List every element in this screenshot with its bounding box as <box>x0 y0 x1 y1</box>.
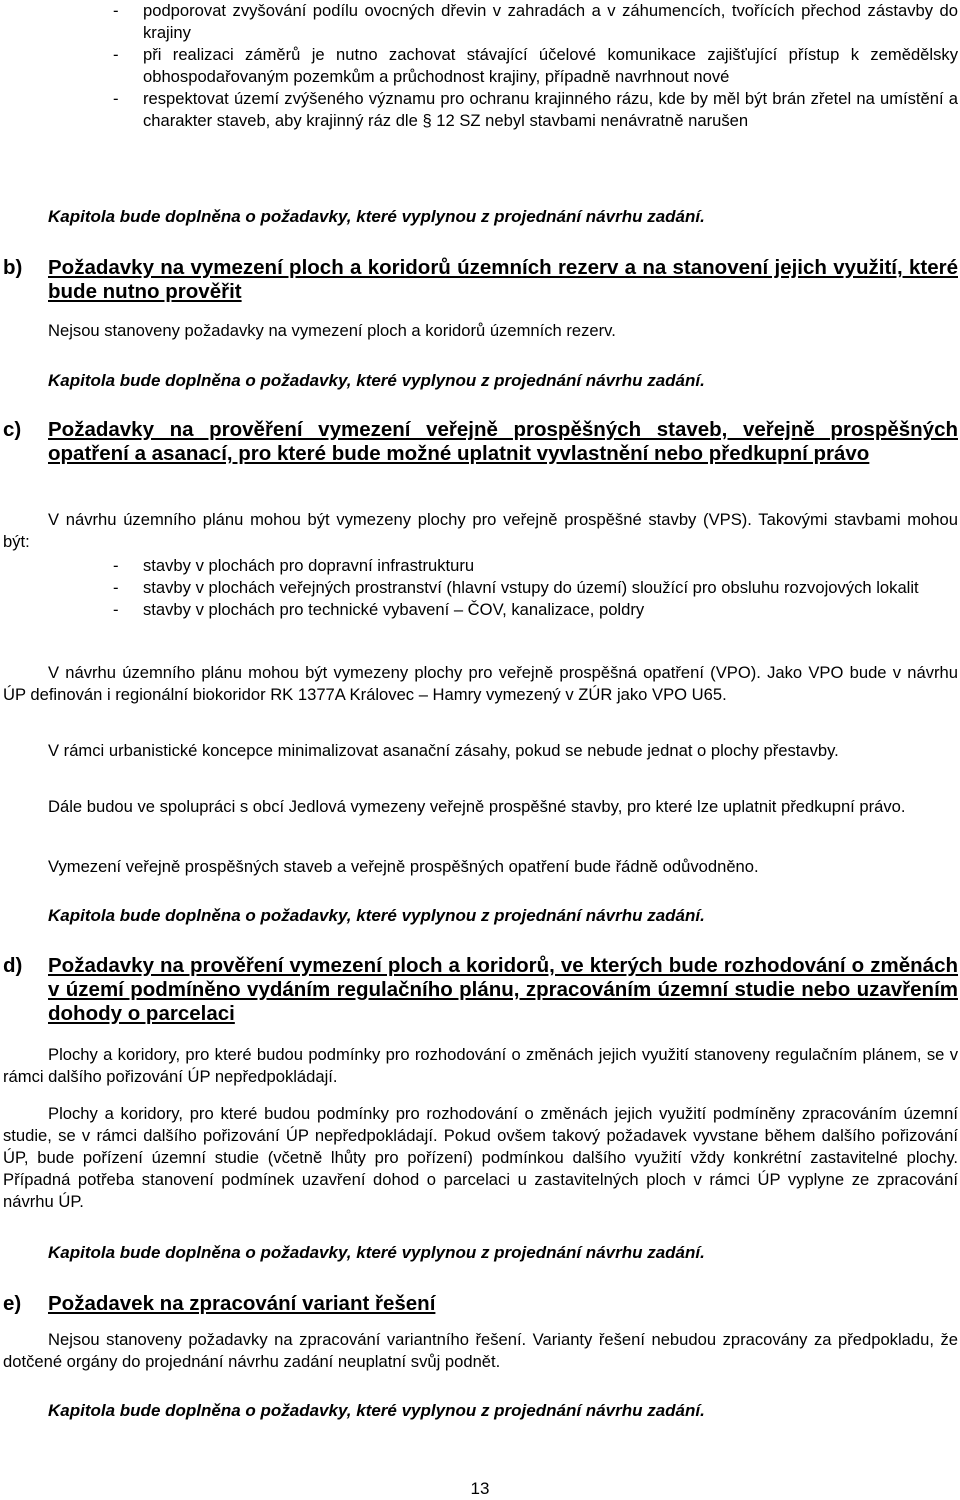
section-d-paragraph: Plochy a koridory, pro které budou podmínky pro rozhodování o změnách jejich využití stanoveny regulačním plánem, se v rámci dalšího pořizování ÚP nepředpokládají. <box>3 1045 958 1086</box>
top-bullet-list <box>0 0 960 132</box>
section-b-heading <box>3 256 958 304</box>
list-item <box>0 44 960 88</box>
list-item-text: stavby v plochách pro technické vybavení – ČOV, kanalizace, poldry <box>143 600 645 619</box>
list-item <box>0 577 960 599</box>
list-item <box>0 88 960 132</box>
bullet-dash: - <box>113 1 119 20</box>
section-title: Požadavky na vymezení ploch a koridorů územních rezerv a na stanovení jejich využití, které bude nutno prověřit <box>48 256 958 303</box>
section-title: Požadavky na prověření vymezení veřejně prospěšných staveb, veřejně prospěšných opatření a asanací, pro které bude možné uplatnit vyvlastnění nebo předkupní právo <box>48 418 958 465</box>
section-c-paragraph: Vymezení veřejně prospěšných staveb a veřejně prospěšných opatření bude řádně odůvodněno. <box>48 857 759 876</box>
bullet-dash: - <box>113 45 119 64</box>
list-item-text: stavby v plochách veřejných prostranství (hlavní vstupy do území) sloužící pro obsluhu rozvojových lokalit <box>143 578 919 597</box>
section-b-text: Nejsou stanoveny požadavky na vymezení ploch a koridorů územních rezerv. <box>48 321 616 340</box>
list-item-text: respektovat území zvýšeného významu pro ochranu krajinného rázu, kde by měl být brán zřetel na umístění a charakter staveb, aby krajinný ráz dle § 12 SZ nebyl stavbami nenávratně narušen <box>143 89 958 130</box>
chapter-note: Kapitola bude doplněna o požadavky, které vyplynou z projednání návrhu zadání. <box>48 1401 705 1420</box>
list-item-text: stavby v plochách pro dopravní infrastrukturu <box>143 556 475 575</box>
section-c-heading <box>3 418 958 466</box>
vps-bullet-list <box>0 555 960 621</box>
list-item <box>0 599 960 621</box>
bullet-dash: - <box>113 89 119 108</box>
page-number: 13 <box>470 1479 490 1498</box>
section-c-paragraph: V návrhu územního plánu mohou být vymezeny plochy pro veřejně prospěšné stavby (VPS). Takovými stavbami mohou být: <box>3 510 958 551</box>
list-item <box>0 555 960 577</box>
section-d-heading <box>3 954 958 1026</box>
chapter-note: Kapitola bude doplněna o požadavky, které vyplynou z projednání návrhu zadání. <box>48 207 705 226</box>
section-c-paragraph: Dále budou ve spolupráci s obcí Jedlová vymezeny veřejně prospěšné stavby, pro které lze uplatnit předkupní právo. <box>48 797 906 816</box>
section-letter: c) <box>3 418 22 441</box>
section-c-paragraph: V návrhu územního plánu mohou být vymezeny plochy pro veřejně prospěšná opatření (VPO). Jako VPO bude v návrhu ÚP definován i regionální biokoridor RK 1377A Královec – Hamry vymezený v ZÚR jako VPO U65. <box>3 663 958 704</box>
section-title: Požadavek na zpracování variant řešení <box>48 1292 436 1315</box>
bullet-dash: - <box>113 600 119 619</box>
list-item-text: podporovat zvyšování podílu ovocných dřevin v zahradách a v záhumencích, tvořících přechod zástavby do krajiny <box>143 1 958 42</box>
section-letter: d) <box>3 954 23 977</box>
list-item-text: při realizaci záměrů je nutno zachovat stávající účelové komunikace zajišťující přístup k zemědělsky obhospodařovaným pozemkům a průchodnost krajiny, případně navrhnout nové <box>143 45 958 86</box>
section-letter: e) <box>3 1292 22 1315</box>
section-e-paragraph: Nejsou stanoveny požadavky na zpracování variantního řešení. Varianty řešení nebudou zpracovány za předpokladu, že dotčené orgány do projednání návrhu zadání neuplatní svůj podnět. <box>3 1330 958 1371</box>
section-title: Požadavky na prověření vymezení ploch a koridorů, ve kterých bude rozhodování o změnách v území podmíněno vydáním regulačního plánu, zpracováním územní studie nebo uzavřením dohody o parcelaci <box>48 954 958 1025</box>
bullet-dash: - <box>113 556 119 575</box>
chapter-note: Kapitola bude doplněna o požadavky, které vyplynou z projednání návrhu zadání. <box>48 1243 705 1262</box>
list-item <box>0 0 960 44</box>
chapter-note: Kapitola bude doplněna o požadavky, které vyplynou z projednání návrhu zadání. <box>48 371 705 390</box>
bullet-dash: - <box>113 578 119 597</box>
section-letter: b) <box>3 256 23 279</box>
section-e-heading <box>3 1292 958 1316</box>
section-d-paragraph: Plochy a koridory, pro které budou podmínky pro rozhodování o změnách jejich využití podmíněny zpracováním územní studie, se v rámci dalšího pořizování ÚP nepředpokládají. Pokud ovšem takový požadavek vyvstane během dalšího pořizování ÚP, bude pořízení územní studie (včetně lhůty pro pořízení) podmínkou dalšího využití vždy konkrétní zastavitelné plochy. Případná potřeba stanovení podmínek uzavření dohod o parcelaci u zastavitelných ploch v rámci ÚP vyplyne ze zpracování návrhu ÚP. <box>3 1104 958 1211</box>
section-c-paragraph: V rámci urbanistické koncepce minimalizovat asanační zásahy, pokud se nebude jednat o plochy přestavby. <box>48 741 839 760</box>
chapter-note: Kapitola bude doplněna o požadavky, které vyplynou z projednání návrhu zadání. <box>48 906 705 925</box>
